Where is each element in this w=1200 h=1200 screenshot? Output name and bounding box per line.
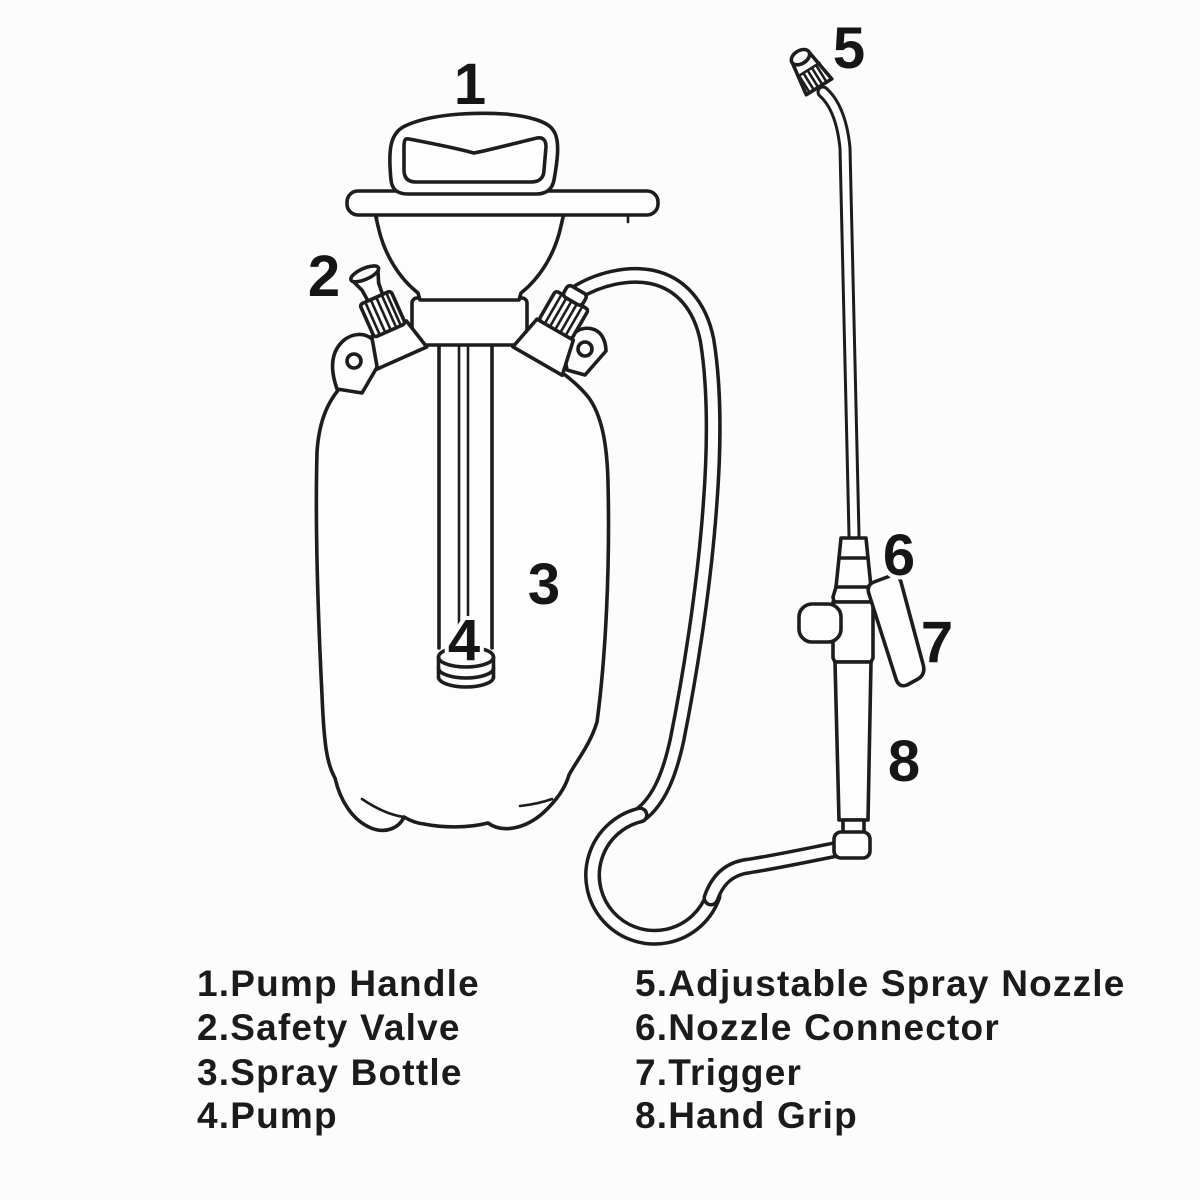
legend-item-2: 2.Safety Valve <box>197 1007 461 1048</box>
callout-1: 1 <box>453 52 487 117</box>
lock-knob <box>799 604 841 642</box>
legend-item-5: 5.Adjustable Spray Nozzle <box>635 963 1126 1004</box>
callout-7: 7 <box>920 610 954 675</box>
tank-assembly <box>316 113 658 830</box>
callout-4: 4 <box>447 608 481 673</box>
callout-8: 8 <box>887 729 921 794</box>
tank-cap <box>412 298 527 345</box>
legend-item-3: 3.Spray Bottle <box>197 1052 463 1093</box>
grip-hose-collar <box>834 832 870 858</box>
pump-handle-shape <box>390 113 558 194</box>
callout-3: 3 <box>527 552 561 617</box>
trigger-shape <box>868 575 924 686</box>
legend-item-1: 1.Pump Handle <box>197 963 480 1004</box>
callout-2: 2 <box>307 244 341 309</box>
legend-item-8: 8.Hand Grip <box>635 1095 858 1136</box>
funnel-neck <box>375 213 564 300</box>
legend-item-4: 4.Pump <box>197 1095 338 1136</box>
callout-5: 5 <box>832 16 866 81</box>
legend-item-7: 7.Trigger <box>635 1052 803 1093</box>
legend <box>197 963 1126 1136</box>
hand-grip-shape <box>835 662 871 820</box>
legend-item-6: 6.Nozzle Connector <box>635 1007 1000 1048</box>
callout-6: 6 <box>882 523 916 588</box>
spray-bottle-shape <box>316 343 608 830</box>
